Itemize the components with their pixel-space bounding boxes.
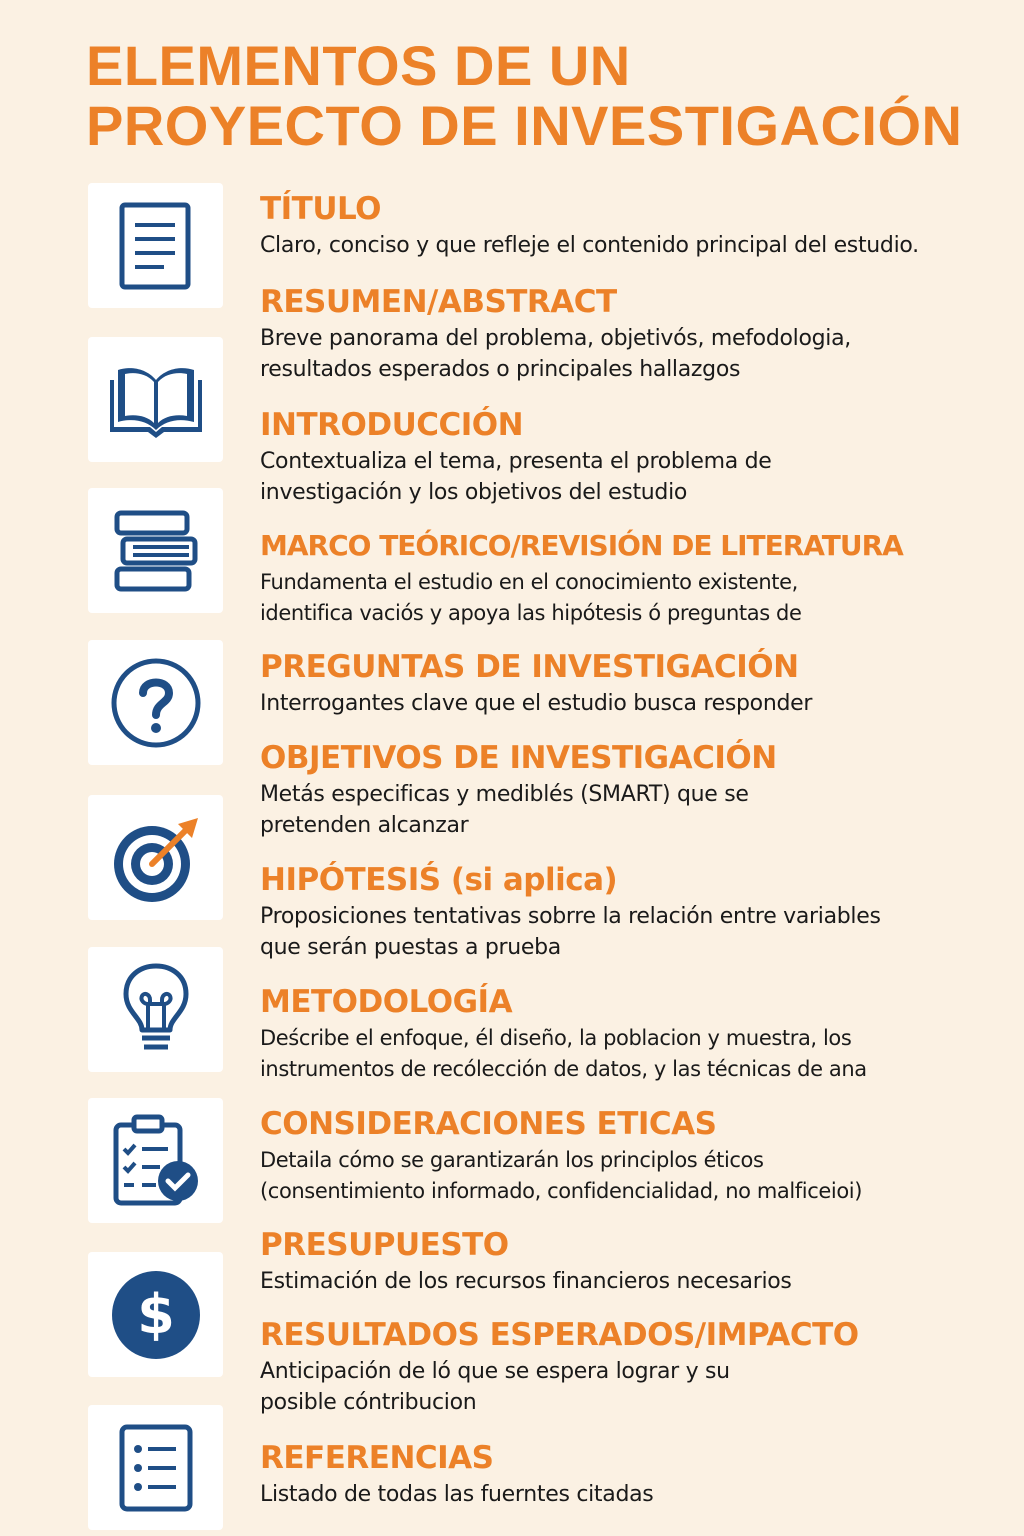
section-titulo: [260, 190, 1000, 261]
section-heading: MARCO TEÓRICO/REVISIÓN DE LITERATURA: [260, 529, 903, 562]
section-heading: CONSIDERACIONES ETICAS: [260, 1106, 717, 1142]
section-heading: INTRODUCCIÓN: [260, 407, 524, 443]
section-description: Proposiciones tentativas sobrre la relación entre variables que serán puestas a prueba: [260, 904, 881, 960]
section-hipotesis: [260, 861, 1000, 963]
question-icon: [108, 655, 204, 751]
section-description: Detaila cómo se garantizarán los principlos éticos (consentimiento informado, confidencialidad, no malficeioi): [260, 1148, 863, 1203]
section-preguntas: [260, 648, 1000, 719]
section-marco-teorico: [260, 527, 1000, 629]
section-referencias: [260, 1439, 1000, 1510]
section-heading: PREGUNTAS DE INVESTIGACIÓN: [260, 649, 799, 685]
section-heading: REFERENCIAS: [260, 1440, 494, 1476]
section-introduccion: [260, 406, 1000, 508]
section-consideraciones-eticas: [260, 1105, 1000, 1207]
target-icon-tile: [88, 795, 223, 920]
books-stack-icon: [111, 509, 201, 593]
document-icon: [116, 201, 196, 291]
open-book-icon: [108, 360, 204, 440]
section-description: Breve panorama del problema, objetivós, mefodologia, resultados esperados o principales hallazgos: [260, 326, 851, 382]
books-stack-icon-tile: [88, 488, 223, 613]
section-heading: TÍTULO: [260, 191, 381, 227]
section-objetivos: [260, 739, 1000, 841]
open-book-icon-tile: [88, 337, 223, 462]
section-heading: HIPÓTESIŚ (si aplica): [260, 862, 618, 898]
section-heading: PRESUPUESTO: [260, 1227, 509, 1263]
clipboard-check-icon-tile: [88, 1098, 223, 1223]
section-description: Deścribe el enfoque, él diseño, la poblacion y muestra, los instrumentos de recólección de datos, y las técnicas de ana: [260, 1026, 867, 1081]
section-description: Metás especificas y mediblés (SMART) que se pretenden alcanzar: [260, 782, 749, 838]
section-resultados-esperados: [260, 1316, 1000, 1418]
list-icon-tile: [88, 1405, 223, 1530]
dollar-icon-tile: [88, 1252, 223, 1377]
section-description: Anticipación de ló que se espera lograr y su posible cóntribucion: [260, 1359, 730, 1415]
section-heading: RESUMEN/ABSTRACT: [260, 284, 617, 320]
clipboard-check-icon: [108, 1113, 204, 1209]
section-description: Fundamenta el estudio en el conocimiento existente, identifica vaciós y apoya las hipótesis ó preguntas de: [260, 570, 802, 625]
section-description: Claro, conciso y que refleje el contenido principal del estudio.: [260, 233, 919, 258]
section-description: Interrogantes clave que el estudio busca responder: [260, 691, 813, 716]
section-heading: METODOLOGÍA: [260, 984, 513, 1020]
target-icon: [108, 810, 204, 906]
title-line-1: ELEMENTOS DE UN: [86, 34, 631, 97]
section-description: Listado de todas las fuerntes citadas: [260, 1482, 654, 1507]
title-line-2: PROYECTO DE INVESTIGACIÓN: [86, 94, 963, 157]
page-title: [86, 36, 1006, 156]
lightbulb-icon-tile: [88, 947, 223, 1072]
section-presupuesto: [260, 1226, 1000, 1297]
section-description: Contextualiza el tema, presenta el problema de investigación y los objetivos del estudio: [260, 449, 772, 505]
dollar-icon: [108, 1267, 204, 1363]
section-description: Estimación de los recursos financieros necesarios: [260, 1269, 792, 1294]
section-heading: OBJETIVOS DE INVESTIGACIÓN: [260, 740, 777, 776]
list-icon: [116, 1423, 196, 1513]
section-resumen: [260, 283, 1000, 385]
lightbulb-icon: [116, 962, 196, 1058]
svg-text:$: $: [136, 1282, 175, 1346]
section-metodologia: [260, 983, 1000, 1085]
document-icon-tile: [88, 183, 223, 308]
section-heading: RESULTADOS ESPERADOS/IMPACTO: [260, 1317, 859, 1353]
question-icon-tile: [88, 640, 223, 765]
